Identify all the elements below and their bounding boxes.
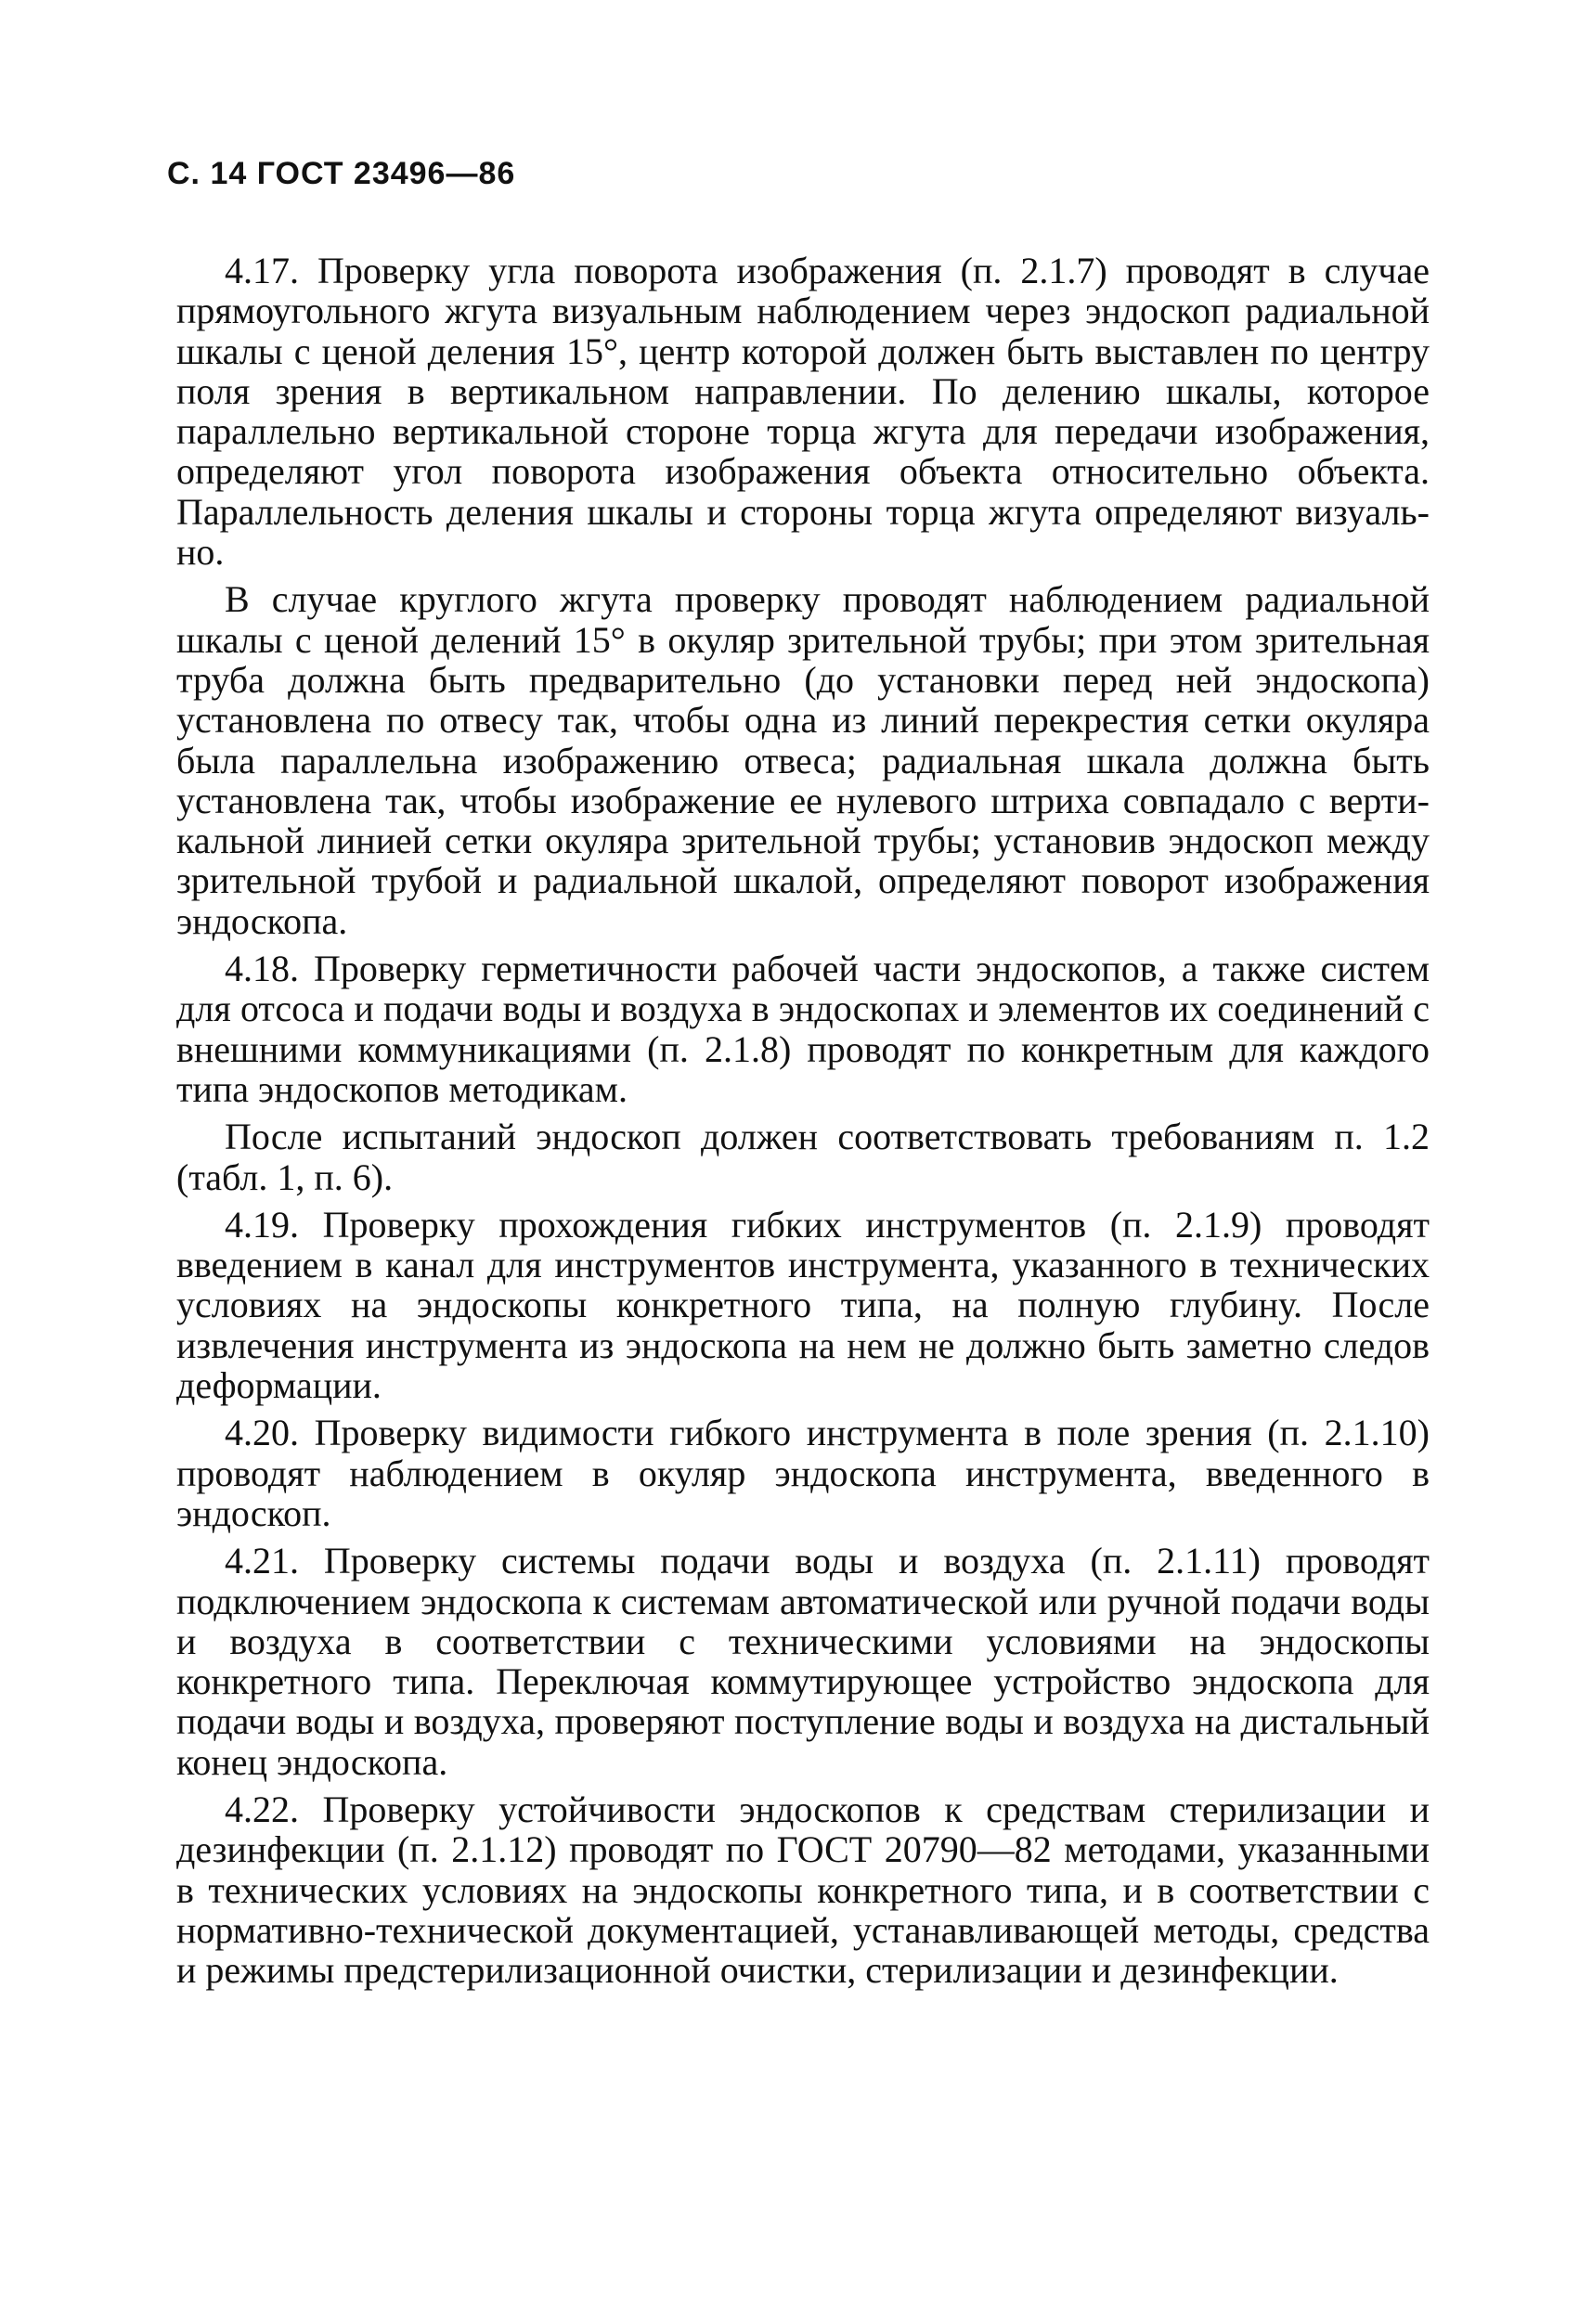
paragraph-round-bundle: В случае круглого жгута проверку проводят наблюдением радиальной шкалы с ценой делений 15° в окуляр зрительной трубы; при этом зрительная труба должна быть предварительно (до установки перед ней эндоскопа) установлена по отвесу так, чтобы одна из линий перекрестия сетки окуляра была параллельна изображению отвеса; радиальная шкала должна быть установлена так, чтобы изображение ее нулевого штриха совпадало с вертикальной линией сетки окуляра зрительной трубы; установив эндоскоп между зрительной трубой и радиальной шкалой, определяют поворот изображения эндоскопа.	[176, 578, 1430, 942]
paragraph-4-21: 4.21. Проверку системы подачи воды и воздуха (п. 2.1.11) проводят подключением эндоскопа к системам автоматической или ручной подачи воды и воздуха в соответствии с техническими условиями на эндоскопы конкретного типа. Переключая коммутирующее устройство эндоскопа для подачи воды и воздуха, проверяют поступление воды и воздуха на дистальный конец эндоскопа.	[176, 1540, 1430, 1783]
document-body	[176, 251, 1430, 1997]
paragraph-4-18: 4.18. Проверку герметичности рабочей части эндоскопов, а также систем для отсоса и подачи воды и воздуха в эндоскопах и элементов их соединений с внешними коммуникациями (п. 2.1.8) проводят по конкретным для каждого типа эндоскопов методикам.	[176, 948, 1430, 1110]
paragraph-4-19: 4.19. Проверку прохождения гибких инструментов (п. 2.1.9) проводят введением в канал для инструментов инструмента, указанного в технических условиях на эндоскопы конкретного типа, на полную глубину. После извлечения инструмента из эндоскопа на нем не должно быть заметно следов деформации.	[176, 1203, 1430, 1407]
paragraph-4-22: 4.22. Проверку устойчивости эндоскопов к средствам стерилизации и дезинфекции (п. 2.1.12) проводят по ГОСТ 20790—82 методами, указанными в технических условиях на эндоскопы конкретного типа, и в соответствии с нормативно-технической документацией, устанавливающей методы, средства и режимы предстерилизационной очистки, стерилизации и дезинфекции.	[176, 1788, 1430, 1992]
paragraph-after-tests: После испытаний эндоскоп должен соответствовать требованиям п. 1.2 (табл. 1, п. 6).	[176, 1116, 1430, 1198]
paragraph-4-20: 4.20. Проверку видимости гибкого инструмента в поле зрения (п. 2.1.10) проводят наблюдением в окуляр эндоскопа инструмента, введенного в эндоскоп.	[176, 1412, 1430, 1534]
paragraph-4-17: 4.17. Проверку угла поворота изображения (п. 2.1.7) проводят в случае прямоугольного жгута визуальным наблюдением через эндоскоп радиальной шкалы с ценой деления 15°, центр которой должен быть выставлен по центру поля зрения в вертикальном направлении. По делению шкалы, которое параллельно вертикальной стороне торца жгута для передачи изображения, определяют угол поворота изображения объекта относительно объекта. Параллельность деления шкалы и стороны торца жгута определяют визуально.	[176, 250, 1430, 574]
page-header: С. 14 ГОСТ 23496—86	[167, 156, 516, 191]
